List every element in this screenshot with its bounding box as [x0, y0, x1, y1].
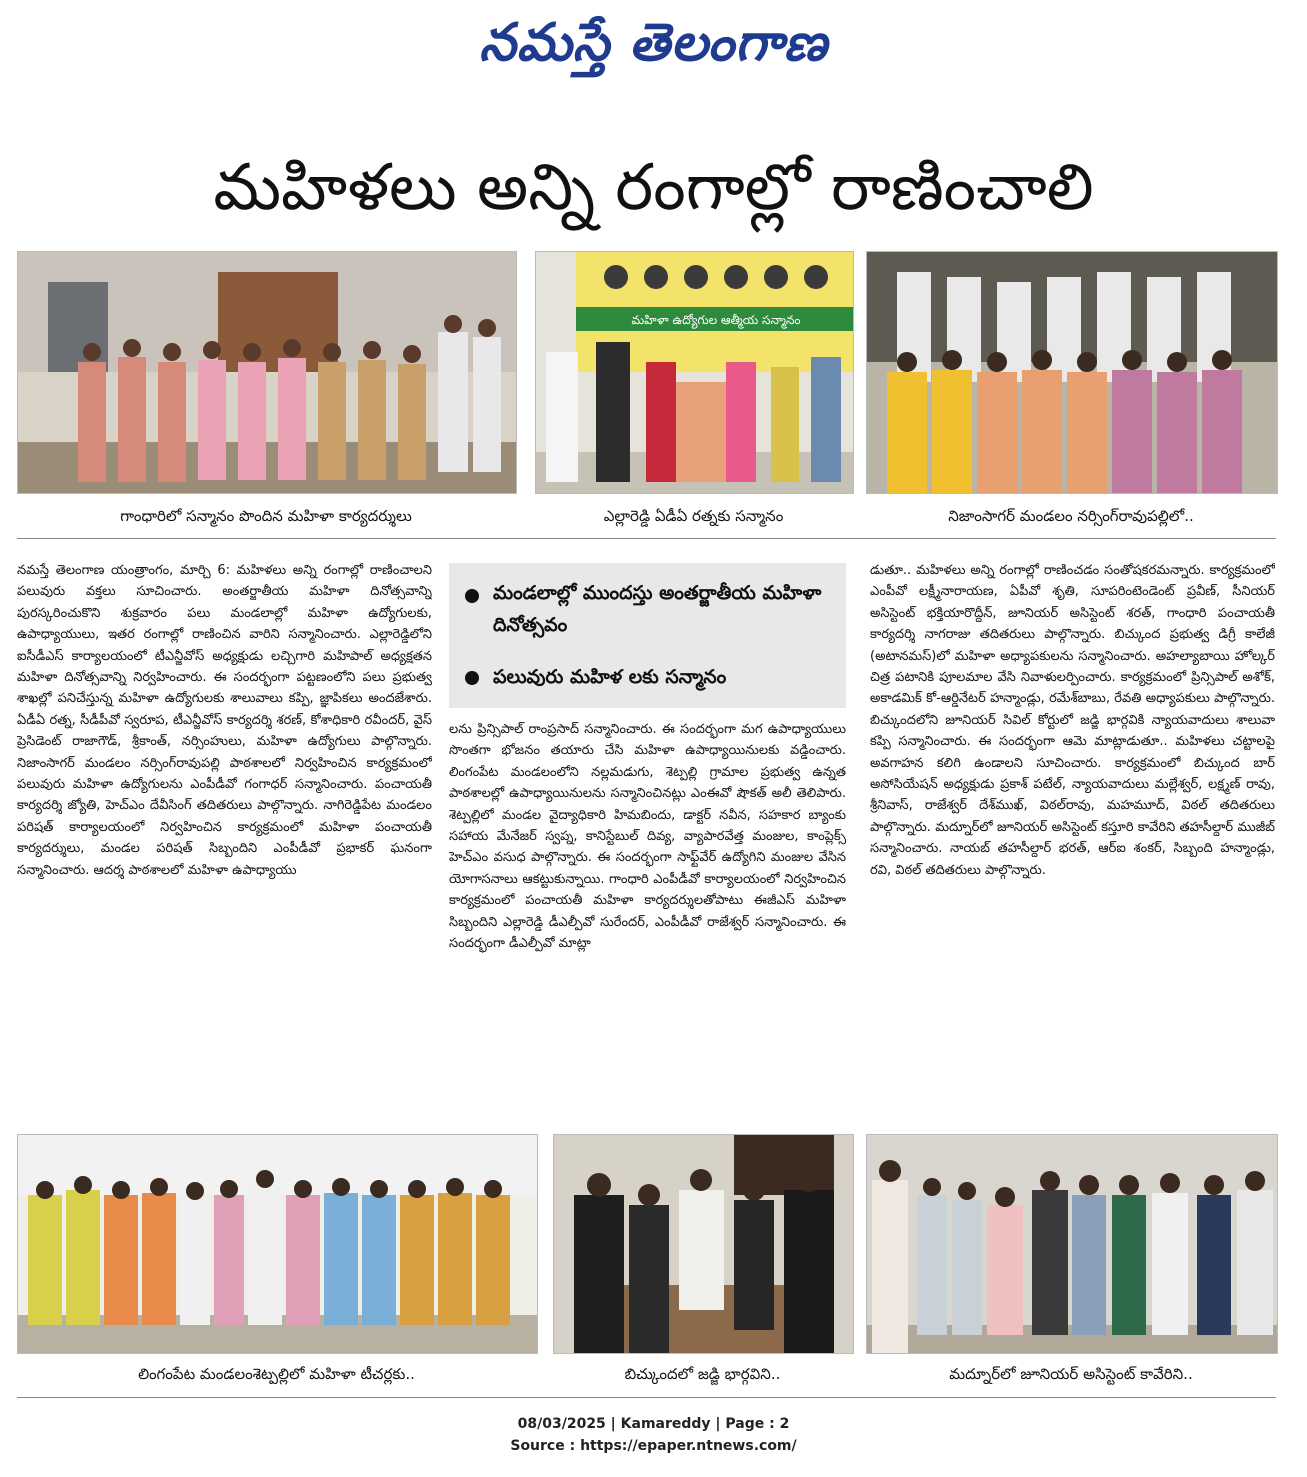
footer-date-edition: 08/03/2025 | Kamareddy | Page : 2	[517, 1416, 790, 1432]
bullet-icon	[465, 589, 479, 603]
article-text-col1: నమస్తే తెలంగాణ యంత్రాంగం, మార్చి 6: మహిళలు అన్ని రంగాల్లో రాణించాలని పలువురు వక్తలు సూచించారు. అంతర్జాతీయ మహిళా దినోత్సవాన్ని పురస్కరించుకొని శుక్రవారం పలు మండలాల్లో మహిళా ఉద్యోగులకు, ఉపాధ్యాయులు, ఇతర రంగాల్లో రాణించిన వారిని సన్మానించారు. ఎల్లారెడ్డిలోని ఐసీడీఎస్ కార్యాలయంలో టీఎన్జీవోస్ అధ్యక్షుడు లచ్చిగారి మహిపాల్ అధ్యక్షతన మహిళా దినోత్సవాన్ని నిర్వహించారు. ఈ సందర్భంగా పట్టణంలోని పలు ప్రభుత్వ శాఖల్లో పనిచేస్తున్న మహిళా ఉద్యోగులకు శాలువాలు కప్పి, జ్ఞాపికలు అందజేశారు. ఏడీఏ రత్న, సీడీపీవో స్వరూప, టీఎన్జీవోస్ కార్యదర్శి శరణ్, కోశాధికారి రవీందర్, వైస్ ప్రెసిడెంట్ రాజాగౌడ్, శ్రీకాంత్, నర్సింహులు, మహిళా ఉద్యోగులు పాల్గొన్నారు. నిజాంసాగర్ మండలం నర్సింగ్‌రావుపల్లి పాఠశాలలో నిర్వహించిన కార్యక్రమంలో పలువురు మహిళా ఉద్యోగులను ఎంపీడీవో గంగాధర్ సన్మానించారు. పంచాయతీ కార్యదర్శి జ్యోతి, హెచ్ఎం దేవీసింగ్ తదితరులు పాల్గొన్నారు. నాగిరెడ్డిపేట మండలం పరిషత్ కార్యాలయంలో నిర్వహించిన కార్యక్రమంలో మహిళా పంచాయతీ కార్యదర్శులు, మండల పరిషత్ సిబ్బందిని ఎంపీడీవో ప్రభాకర్ ఘనంగా సన్మానించారు. ఆదర్శ పాఠశాలలో మహిళా ఉపాధ్యాయు	[17, 563, 432, 878]
caption-divider	[17, 538, 1276, 539]
article-text-col3: డుతూ.. మహిళలు అన్ని రంగాల్లో రాణించడం సంతోషకరమన్నారు. కార్యక్రమంలో ఎంపీవో లక్ష్మీనారాయణ, ఏపీవో శృతి, సూపరింటెండెంట్ ప్రవీణ్, సీనియర్ అసిస్టెంట్ భక్తియారొద్దీన్, జూనియర్ అసిస్టెంట్ శరత్, గాంధారి పంచాయతీ కార్యదర్శి నాగరాజు తదితరులు పాల్గొన్నారు. బిచ్కుంద ప్రభుత్వ డిగ్రీ కాలేజీ (అటానమస్)లో మహిళా అధ్యాపకులను సన్మానించారు. అహల్యాబాయి హోల్కర్ చిత్ర పటానికి పూలమాల వేసి నివాళులర్పించారు. కార్యక్రమంలో ప్రిన్సిపాల్ అశోక్, అకాడమిక్ కో-ఆర్డినేటర్ హన్మాండ్లు, రమేశ్‌బాబు, రేవతి అధ్యాపకులు పాల్గొన్నారు. బిచ్కుందలోని జూనియర్ సివిల్ కోర్టులో జడ్జి భార్గవికి న్యాయవాదులు శాలువా కప్పి సన్మానించారు. ఈ సందర్భంగా ఆమె మాట్లాడుతూ.. మహిళలు చట్టాలపై అవగాహన కలిగి ఉండాలని సూచించారు. కార్యక్రమంలో బిచ్కుంద బార్ అసోసియేషన్ అధ్యక్షుడు ప్రకాశ్ పటేల్, న్యాయవాదులు మల్లేశ్వర్, లక్ష్మణ్ రావు, శ్రీనివాస్, రాజేశ్వర్ దేశ్‌ముఖ్, విఠల్‌రావు, మహమూద్, విఠల్ తదితరులు పాల్గొన్నారు. మద్నూర్‌లో జూనియర్ అసిస్టెంట్ కస్తూరి కావేరిని తహసీల్దార్ ముజీబ్ సన్మానించారు. నాయబ్ తహసీల్దార్ భరత్, ఆర్ఐ శంకర్, సిబ్బంది హన్మాండ్లు, రవి, విఠల్ తదితరులు పాల్గొన్నారు.	[870, 563, 1275, 878]
photo-bichkunda-judge	[553, 1134, 854, 1354]
article-column-3	[870, 560, 1275, 1112]
photo-lingampet-teachers	[17, 1134, 538, 1354]
footer-source-link[interactable]: Source : https://epaper.ntnews.com/	[510, 1438, 797, 1454]
caption-gandhari: గాంధారిలో సన్మానం పొందిన మహిళా కార్యదర్శులు	[120, 507, 412, 525]
article-column-1	[17, 560, 432, 1112]
highlight-box	[449, 563, 846, 708]
caption-yellareddy: ఎల్లారెడ్డి ఏడీఏ రత్నకు సన్మానం	[603, 507, 784, 525]
highlight-item-2: పలువురు మహిళ లకు సన్మానం	[493, 666, 727, 688]
photo-gandhari-secretaries	[17, 251, 517, 494]
page-bottom-rule	[17, 1397, 1276, 1398]
masthead-logo: నమస్తే తెలంగాణ	[479, 12, 828, 73]
photo-yellareddy-ada	[535, 251, 854, 494]
caption-nizamsagar: నిజాంసాగర్ మండలం నర్సింగ్‌రావుపల్లిలో..	[948, 507, 1194, 525]
photo-nizamsagar	[866, 251, 1278, 494]
photo-madnoor-assistant	[866, 1134, 1278, 1354]
article-column-2	[449, 719, 846, 1112]
bullet-icon	[465, 671, 479, 685]
highlight-item-1: మండలాల్లో ముందస్తు అంతర్జాతీయ మహిళా దినోత్సవం	[493, 582, 822, 636]
caption-bichkunda: బిచ్కుందలో జడ్జి భార్గవిని..	[624, 1365, 781, 1383]
banner-text: మహిళా ఉద్యోగుల ఆత్మీయ సన్మానం	[631, 313, 801, 327]
headline: మహిళలు అన్ని రంగాల్లో రాణించాలి	[213, 151, 1094, 225]
caption-madnoor: మద్నూర్‌లో జూనియర్ అసిస్టెంట్ కావేరిని..	[949, 1365, 1193, 1383]
caption-lingampet: లింగంపేట మండలంశెట్పల్లిలో మహిళా టీచర్లకు..	[138, 1365, 415, 1383]
article-text-col2: లను ప్రిన్సిపాల్ రాంప్రసాద్ సన్మానించారు. ఈ సందర్భంగా మగ ఉపాధ్యాయులు సొంతగా భోజనం తయారు చేసి మహిళా ఉపాధ్యాయినులకు వడ్డించారు. లింగంపేట మండలంలోని నల్లమడుగు, శెట్పల్లి గ్రామాల ప్రభుత్వ ఉన్నత పాఠశాలల్లో ఉపాధ్యాయినులను సన్మానించినట్లు ఎంఈవో షౌకత్ అలీ తెలిపారు. శెట్పల్లిలో మండల వైద్యాధికారి హిమబిందు, డాక్టర్ నవీన, సహకార బ్యాంకు సహాయ మేనేజర్ స్వప్న, కానిస్టేబుల్ దివ్య, వ్యాపారవేత్త మంజుల, కాంప్లెక్స్ హెచ్ఎం వసుధ పాల్గొన్నారు. ఈ సందర్భంగా సాఫ్ట్‌వేర్ ఉద్యోగిని మంజుల వేసిన యోగాసనాలు ఆకట్టుకున్నాయి. గాంధారి ఎంపీడీవో కార్యాలయంలో నిర్వహించిన కార్యక్రమంలో పంచాయతీ మహిళా కార్యదర్శులతోపాటు ఈజీఎస్ మహిళా సిబ్బందిని ఎల్లారెడ్డి డీఎల్పీవో సురేందర్, ఎంపీడీవో రాజేశ్వర్ సన్మానించారు. ఈ సందర్భంగా డీఎల్పీవో మాట్లా	[449, 722, 846, 952]
